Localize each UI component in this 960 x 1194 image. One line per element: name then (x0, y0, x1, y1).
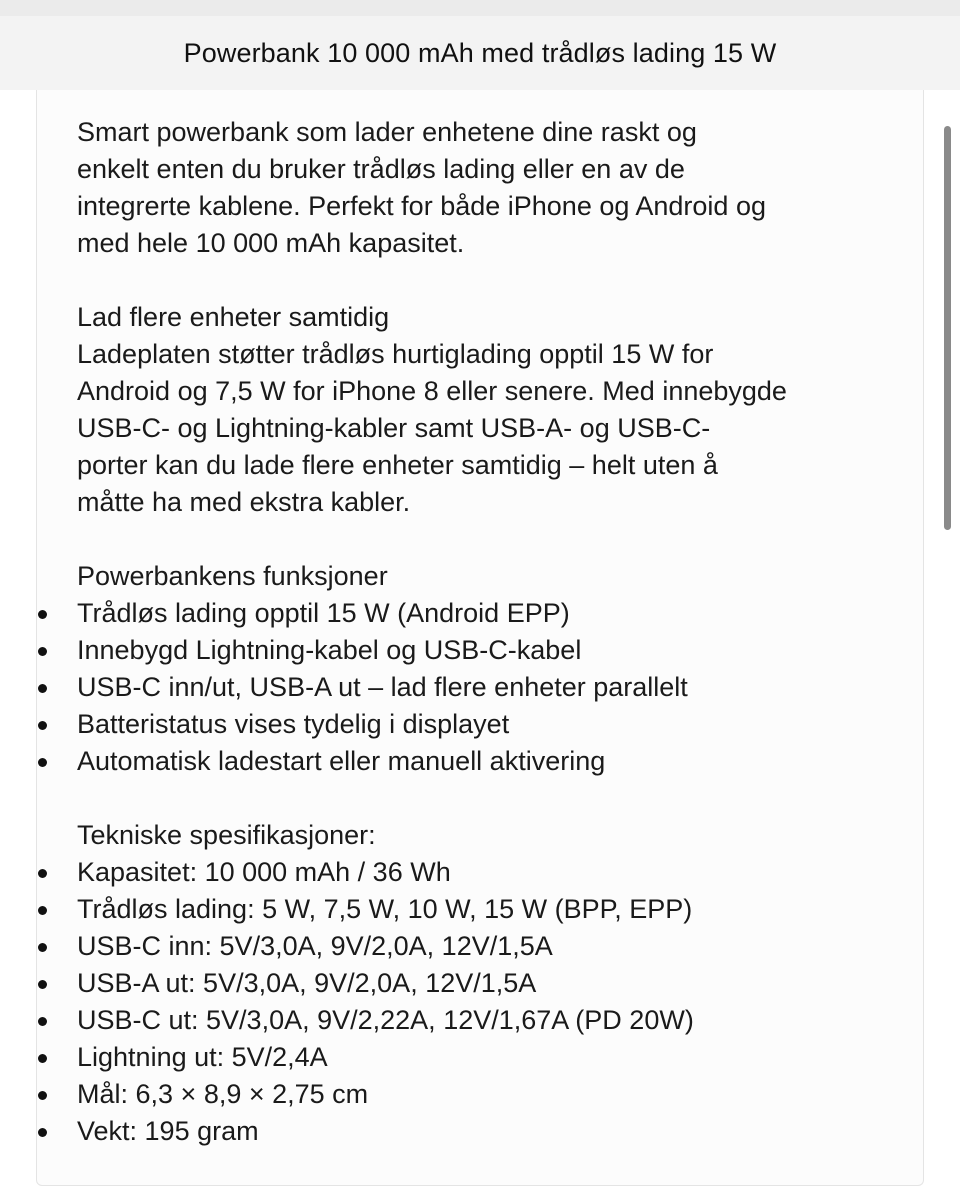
intro-line: integrerte kablene. Perfekt for både iPhone og Android og (77, 191, 766, 221)
spacer (77, 780, 907, 817)
list-item: Lightning ut: 5V/2,4A (77, 1039, 907, 1076)
bullet-icon (38, 684, 47, 693)
page-title: Powerbank 10 000 mAh med trådløs lading 15 W (183, 37, 777, 68)
charging-line: Android og 7,5 W for iPhone 8 eller senere. Med innebygde (77, 376, 787, 406)
bullet-icon (38, 758, 47, 767)
bullet-icon (38, 1091, 47, 1100)
list-item: Automatisk ladestart eller manuell aktivering (77, 743, 907, 780)
page-header (0, 16, 960, 90)
bullet-icon (38, 610, 47, 619)
list-item: Trådløs lading opptil 15 W (Android EPP) (77, 595, 907, 632)
charging-line: måtte ha med ekstra kabler. (77, 487, 411, 517)
intro-line: med hele 10 000 mAh kapasitet. (77, 228, 465, 258)
list-item: Vekt: 195 gram (77, 1113, 907, 1150)
list-item: Trådløs lading: 5 W, 7,5 W, 10 W, 15 W (BPP, EPP) (77, 891, 907, 928)
list-item: Mål: 6,3 × 8,9 × 2,75 cm (77, 1076, 907, 1113)
bullet-icon (38, 647, 47, 656)
list-item: USB-C inn/ut, USB-A ut – lad flere enheter parallelt (77, 669, 907, 706)
specs-heading: Tekniske spesifikasjoner: (77, 820, 376, 850)
bullet-icon (38, 1054, 47, 1063)
charging-line: Ladeplaten støtter trådløs hurtiglading opptil 15 W for (77, 339, 714, 369)
list-item: USB-C inn: 5V/3,0A, 9V/2,0A, 12V/1,5A (77, 928, 907, 965)
features-list (77, 595, 907, 780)
bullet-icon (38, 943, 47, 952)
spacer (77, 262, 907, 299)
bullet-icon (38, 721, 47, 730)
list-item: Kapasitet: 10 000 mAh / 36 Wh (77, 854, 907, 891)
list-item: USB-A ut: 5V/3,0A, 9V/2,0A, 12V/1,5A (77, 965, 907, 1002)
charging-heading: Lad flere enheter samtidig (77, 302, 390, 332)
intro-line: enkelt enten du bruker trådløs lading eller en av de (77, 154, 685, 184)
list-item: Innebygd Lightning-kabel og USB-C-kabel (77, 632, 907, 669)
list-item: Batteristatus vises tydelig i displayet (77, 706, 907, 743)
intro-line: Smart powerbank som lader enhetene dine raskt og (77, 117, 697, 147)
bullet-icon (38, 869, 47, 878)
spacer (77, 521, 907, 558)
bullet-icon (38, 980, 47, 989)
product-description (77, 114, 907, 1150)
bullet-icon (38, 906, 47, 915)
scrollbar-thumb[interactable] (944, 126, 951, 530)
charging-line: porter kan du lade flere enheter samtidig – helt uten å (77, 450, 718, 480)
list-item: USB-C ut: 5V/3,0A, 9V/2,22A, 12V/1,67A (PD 20W) (77, 1002, 907, 1039)
bullet-icon (38, 1128, 47, 1137)
charging-line: USB-C- og Lightning-kabler samt USB-A- og USB-C- (77, 413, 711, 443)
bullet-icon (38, 1017, 47, 1026)
features-heading: Powerbankens funksjoner (77, 561, 388, 591)
specs-list (77, 854, 907, 1150)
top-strip (0, 0, 960, 16)
